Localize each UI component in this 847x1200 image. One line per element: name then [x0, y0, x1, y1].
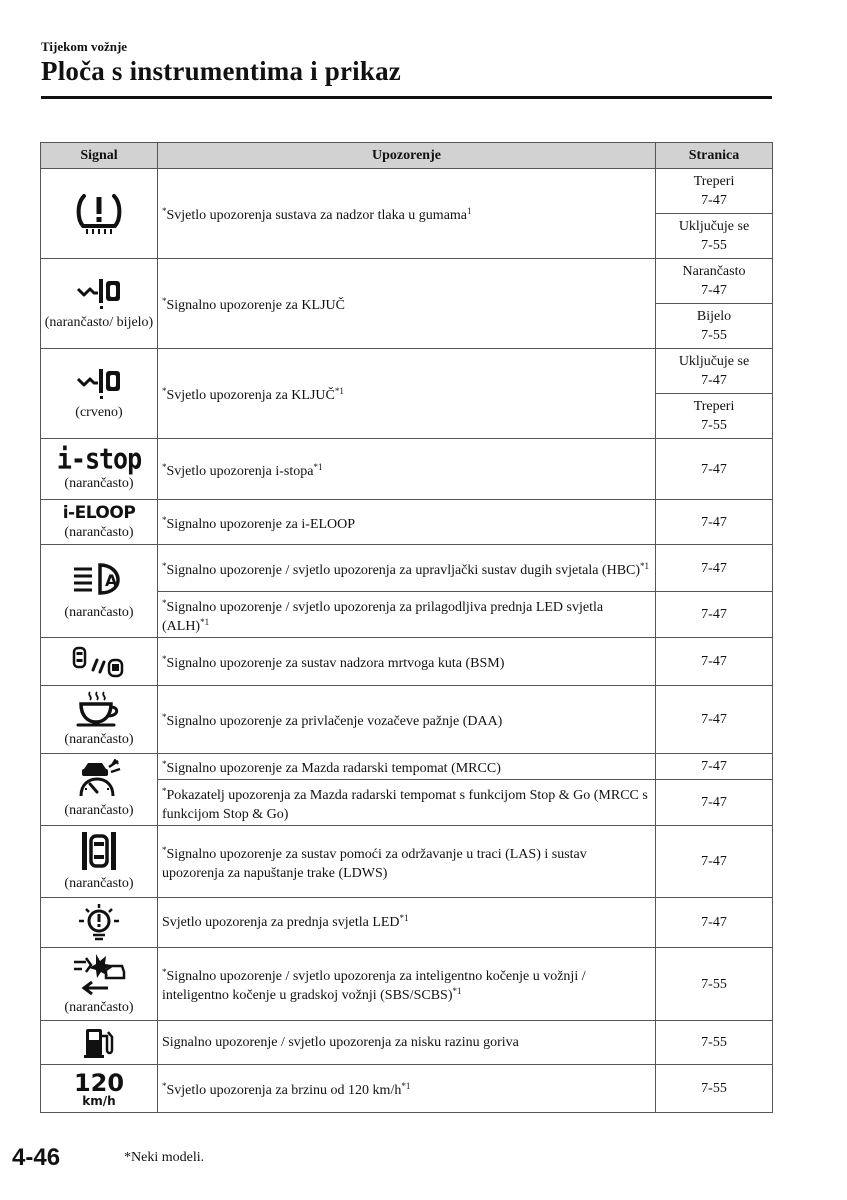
signal-caption: (narančasto/ bijelo) — [44, 315, 154, 330]
page-ref: 7-55 — [656, 1021, 773, 1065]
speed-unit-label: km/h — [82, 1093, 116, 1108]
warning-text: Pokazatelj upozorenja za Mazda radarski tempomat s funkcijom Stop & Go (MRCC s funkcijom Stop & Go) — [162, 787, 648, 822]
tire-pressure-warning-icon — [74, 191, 124, 237]
page-number: 4-46 — [12, 1144, 61, 1171]
warning-text-cell — [158, 638, 656, 686]
page-cell — [656, 349, 773, 394]
page-cell — [656, 304, 773, 349]
lane-keep-icon — [79, 830, 119, 872]
table-row — [41, 169, 773, 214]
asterisk: * — [162, 759, 167, 769]
page-condition: Treperi — [693, 174, 735, 189]
page-cell — [656, 259, 773, 304]
table-row — [41, 439, 773, 500]
asterisk: * — [162, 844, 167, 855]
asterisk: * — [162, 206, 167, 216]
asterisk: * — [162, 461, 167, 472]
asterisk: * — [162, 967, 167, 977]
asterisk: * — [162, 514, 167, 525]
table-row — [41, 259, 773, 304]
speed-120-icon: 120 — [73, 1068, 125, 1097]
page-ref: 7-47 — [656, 898, 773, 948]
warning-text: Svjetlo upozorenja sustava za nadzor tlaka u gumama — [166, 208, 468, 223]
warning-text: Signalno upozorenje / svjetlo upozorenja za upravljački sustav dugih svjetala (HBC) — [166, 562, 641, 578]
page-ref: 7-55 — [701, 418, 727, 433]
signal-caption: (narančasto) — [64, 876, 134, 891]
signal-cell — [41, 1065, 158, 1113]
svg-text:A: A — [105, 570, 118, 590]
signal-cell — [41, 545, 158, 638]
page-cell — [656, 214, 773, 259]
signal-cell — [41, 754, 158, 826]
table-row — [41, 349, 773, 394]
warning-text: Signalno upozorenje za privlačenje vozačeve pažnje (DAA) — [166, 714, 503, 729]
asterisk: * — [162, 560, 167, 571]
page-condition: Bijelo — [696, 309, 732, 324]
warning-text: Signalno upozorenje za sustav nadzora mrtvoga kuta (BSM) — [166, 656, 505, 671]
footnote-ref: *1 — [399, 913, 409, 923]
page-cell — [656, 394, 773, 439]
signal-cell — [41, 948, 158, 1021]
page-ref: 7-55 — [701, 238, 727, 253]
table-row — [41, 826, 773, 898]
i-stop-icon: i-stop — [56, 441, 142, 476]
signal-caption: (narančasto) — [64, 732, 134, 747]
warning-text-cell — [158, 349, 656, 439]
page-ref: 7-47 — [656, 500, 773, 545]
page-ref: 7-47 — [701, 283, 727, 298]
footnote-ref: *1 — [452, 986, 462, 996]
warning-text-cell — [158, 545, 656, 592]
page-ref: 7-47 — [701, 193, 727, 208]
page-title: Ploča s instrumentima i prikaz — [41, 56, 401, 86]
title-rule — [41, 96, 772, 99]
signal-cell — [41, 686, 158, 754]
warning-text: Signalno upozorenje / svjetlo upozorenja za inteligentno kočenje u vožnji / inteligentno kočenje u gradskoj vožnji (SBS/SCBS) — [162, 969, 586, 1003]
radar-cruise-icon — [76, 759, 122, 799]
table-row — [41, 898, 773, 948]
table-row — [41, 1065, 773, 1113]
col-header-signal: Signal — [41, 143, 158, 169]
page-ref: 7-47 — [656, 638, 773, 686]
table-row — [41, 500, 773, 545]
coffee-cup-icon — [76, 690, 122, 728]
page-ref: 7-47 — [656, 545, 773, 592]
signal-cell — [41, 349, 158, 439]
key-warning-icon — [76, 365, 122, 401]
warning-text: Signalno upozorenje za sustav pomoći za održavanje u traci (LAS) i sustav upozorenja za napuštanje trake (LDWS) — [162, 846, 587, 881]
page-ref: 7-47 — [656, 754, 773, 780]
warning-text-cell — [158, 898, 656, 948]
warning-table — [40, 142, 773, 1113]
i-eloop-icon: i-ELOOP — [62, 502, 136, 523]
page-condition: Uključuje se — [678, 219, 750, 234]
warning-text: Svjetlo upozorenja za prednja svjetla LED — [162, 915, 400, 930]
signal-caption: (narančasto) — [64, 604, 134, 620]
warning-text: Svjetlo upozorenja i-stopa — [166, 463, 314, 479]
footnote-ref: *1 — [334, 386, 344, 396]
asterisk: * — [162, 597, 167, 608]
signal-cell — [41, 1021, 158, 1065]
warning-text-cell — [158, 686, 656, 754]
section-label: Tijekom vožnje — [41, 39, 128, 54]
page-condition: Uključuje se — [678, 354, 750, 369]
footnote-ref: *1 — [200, 616, 210, 627]
warning-text-cell — [158, 500, 656, 545]
warning-text-cell — [158, 169, 656, 259]
page-ref: 7-47 — [656, 686, 773, 754]
warning-text-cell — [158, 826, 656, 898]
asterisk: * — [162, 785, 167, 796]
table-header-row — [41, 143, 773, 169]
signal-caption: (narančasto) — [64, 803, 134, 818]
table-row — [41, 948, 773, 1021]
warning-text-cell — [158, 259, 656, 349]
signal-cell — [41, 259, 158, 349]
table-row — [41, 545, 773, 592]
warning-text: Signalno upozorenje / svjetlo upozorenja za nisku razinu goriva — [162, 1035, 519, 1050]
table-row — [41, 1021, 773, 1065]
warning-text: Svjetlo upozorenja za brzinu od 120 km/h — [166, 1083, 402, 1098]
signal-cell — [41, 898, 158, 948]
asterisk: * — [162, 654, 167, 664]
signal-caption: (narančasto) — [64, 524, 134, 540]
warning-text: Signalno upozorenje za KLJUČ — [166, 298, 345, 313]
warning-text: Signalno upozorenje za Mazda radarski tempomat (MRCC) — [166, 761, 501, 776]
warning-text-cell — [158, 592, 656, 638]
page-ref: 7-47 — [656, 439, 773, 500]
footnote: *Neki modeli. — [124, 1150, 205, 1165]
page-condition: Narančasto — [682, 264, 746, 279]
signal-caption: (crveno) — [75, 405, 123, 420]
col-header-warning: Upozorenje — [158, 143, 656, 169]
asterisk: * — [162, 712, 167, 722]
signal-caption: (narančasto) — [64, 999, 134, 1015]
page-ref: 7-47 — [656, 592, 773, 638]
table-row — [41, 686, 773, 754]
warning-text-cell — [158, 439, 656, 500]
signal-cell — [41, 500, 158, 545]
table-row — [41, 754, 773, 780]
footnote-ref: *1 — [401, 1081, 411, 1091]
signal-cell — [41, 439, 158, 500]
warning-text: Svjetlo upozorenja za KLJUČ — [166, 388, 335, 403]
footnote-ref: *1 — [640, 560, 650, 571]
signal-cell — [41, 169, 158, 259]
warning-text-cell — [158, 1065, 656, 1113]
fuel-pump-icon — [82, 1026, 116, 1060]
warning-text-cell — [158, 1021, 656, 1065]
page-ref: 7-47 — [701, 373, 727, 388]
col-header-page: Stranica — [656, 143, 773, 169]
footnote-ref: *1 — [313, 461, 323, 472]
warning-text: Signalno upozorenje / svjetlo upozorenja za prilagodljiva prednja LED svjetla (ALH) — [162, 599, 604, 634]
page-ref: 7-47 — [656, 826, 773, 898]
table-row — [41, 638, 773, 686]
warning-text-cell — [158, 754, 656, 780]
signal-caption: (narančasto) — [64, 476, 134, 491]
blind-spot-icon — [71, 646, 127, 678]
page-condition: Treperi — [693, 399, 735, 414]
key-warning-icon — [76, 275, 122, 311]
asterisk: * — [162, 296, 167, 306]
signal-cell — [41, 638, 158, 686]
asterisk: * — [162, 1081, 167, 1091]
page-ref: 7-55 — [701, 328, 727, 343]
footnote-ref: 1 — [467, 206, 472, 216]
page-ref: 7-55 — [656, 1065, 773, 1113]
signal-cell — [41, 826, 158, 898]
page-ref: 7-55 — [656, 948, 773, 1021]
auto-headlight-icon — [70, 561, 128, 597]
page-cell — [656, 169, 773, 214]
smart-brake-icon — [72, 952, 126, 996]
led-headlight-icon — [76, 903, 122, 943]
warning-text-cell — [158, 780, 656, 826]
warning-text: Signalno upozorenje za i-ELOOP — [166, 516, 356, 532]
warning-text-cell — [158, 948, 656, 1021]
page-ref: 7-47 — [656, 780, 773, 826]
asterisk: * — [162, 386, 167, 396]
